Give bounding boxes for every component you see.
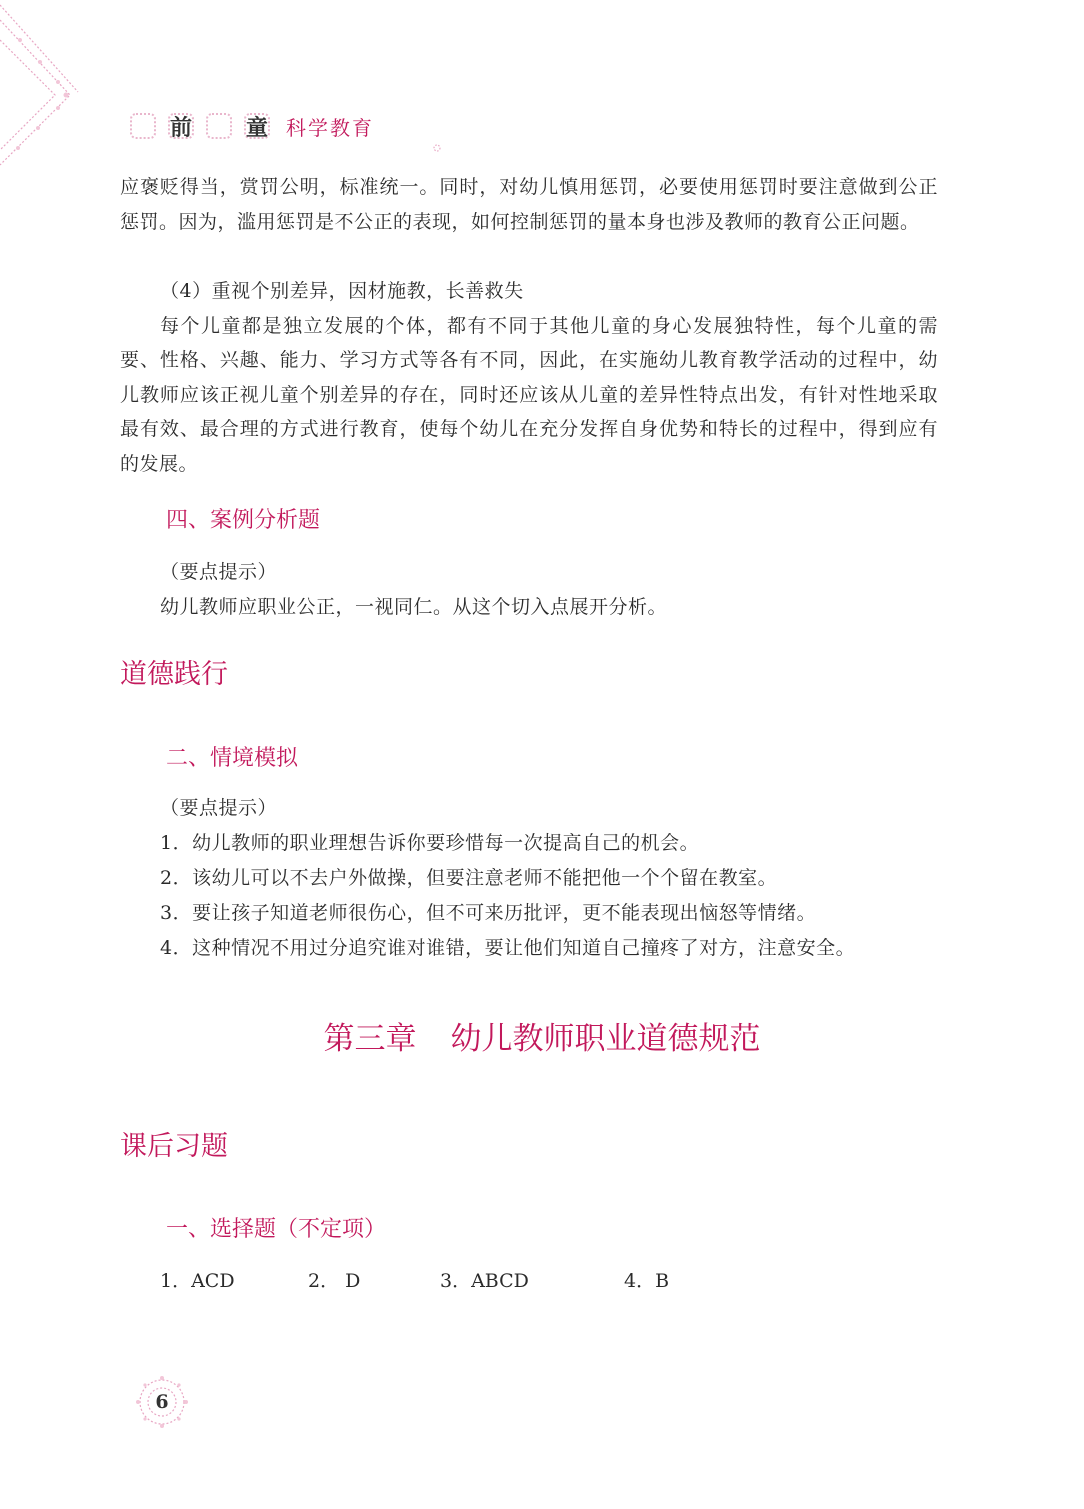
scenario-heading: 二、情境模拟 <box>166 746 299 771</box>
running-header <box>128 105 374 147</box>
answer-item: 1．ACD <box>160 1270 235 1292</box>
page-number: 6 <box>155 1391 169 1413</box>
list-item: 2．该幼儿可以不去户外做操，但要注意老师不能把他一个个留在教室。 <box>160 867 778 889</box>
chapter-number: 第三章 <box>323 1021 417 1057</box>
point4-block <box>120 274 938 481</box>
scenario-hint: （要点提示） <box>160 797 278 819</box>
moral-practice-heading: 道德践行 <box>120 659 228 690</box>
list-item: 4．这种情况不用过分追究谁对谁错，要让他们知道自己撞疼了对方，注意安全。 <box>160 937 856 959</box>
case-analysis-hint: （要点提示） <box>160 561 278 583</box>
continuation-block <box>120 170 938 239</box>
list-item: 1．幼儿教师的职业理想告诉你要珍惜每一次提高自己的机会。 <box>160 832 700 854</box>
header-char-1: 前 <box>169 115 192 141</box>
list-item: 3．要让孩子知道老师很伤心，但不可来历批评，更不能表现出恼怒等情绪。 <box>160 902 817 924</box>
page-number-badge <box>132 1372 192 1432</box>
case-analysis-text: 幼儿教师应职业公正，一视同仁。从这个切入点展开分析。 <box>160 596 668 618</box>
point4-title: （4）重视个别差异，因材施教，长善救失 <box>160 280 524 302</box>
continuation-paragraph: 应褒贬得当，赏罚公明，标准统一。同时，对幼儿慎用惩罚，必要使用惩罚时要注意做到公正惩罚。因为，滥用惩罚是不公正的表现，如何控制惩罚的量本身也涉及教师的教育公正问题。 <box>120 176 938 233</box>
header-subtitle: 科学教育 <box>286 115 374 140</box>
answer-row <box>160 1266 669 1293</box>
header-decor-box <box>204 111 234 141</box>
point4-paragraph: 每个儿童都是独立发展的个体，都有不同于其他儿童的身心发展独特性，每个儿童的需要、性格、兴趣、能力、学习方式等各有不同，因此，在实施幼儿教育教学活动的过程中，幼儿教师应该正视儿童个别差异的存在，同时还应该从儿童的差异性特点出发，有针对性地采取最有效、最合理的方式进行教育，使每个幼儿在充分发挥自身优势和特长的过程中，得到应有的发展。 <box>120 314 938 475</box>
answer-item: 3．ABCD <box>440 1270 529 1292</box>
chapter-title <box>0 1013 1084 1058</box>
exercises-heading: 课后习题 <box>120 1131 228 1162</box>
header-decor-box <box>128 111 158 141</box>
answer-item: 4．B <box>624 1270 670 1292</box>
header-dot-ornament <box>432 143 442 153</box>
case-analysis-heading: 四、案例分析题 <box>166 508 321 533</box>
header-char-box-1 <box>166 111 196 141</box>
answer-item: 2． D <box>308 1270 361 1292</box>
header-char-2: 童 <box>245 115 268 141</box>
choice-question-heading: 一、选择题（不定项） <box>166 1217 387 1242</box>
corner-ornament <box>0 0 120 170</box>
case-analysis-block <box>160 555 667 625</box>
scenario-block <box>160 791 855 966</box>
chapter-name: 幼儿教师职业道德规范 <box>450 1021 761 1057</box>
header-char-box-2 <box>242 111 272 141</box>
